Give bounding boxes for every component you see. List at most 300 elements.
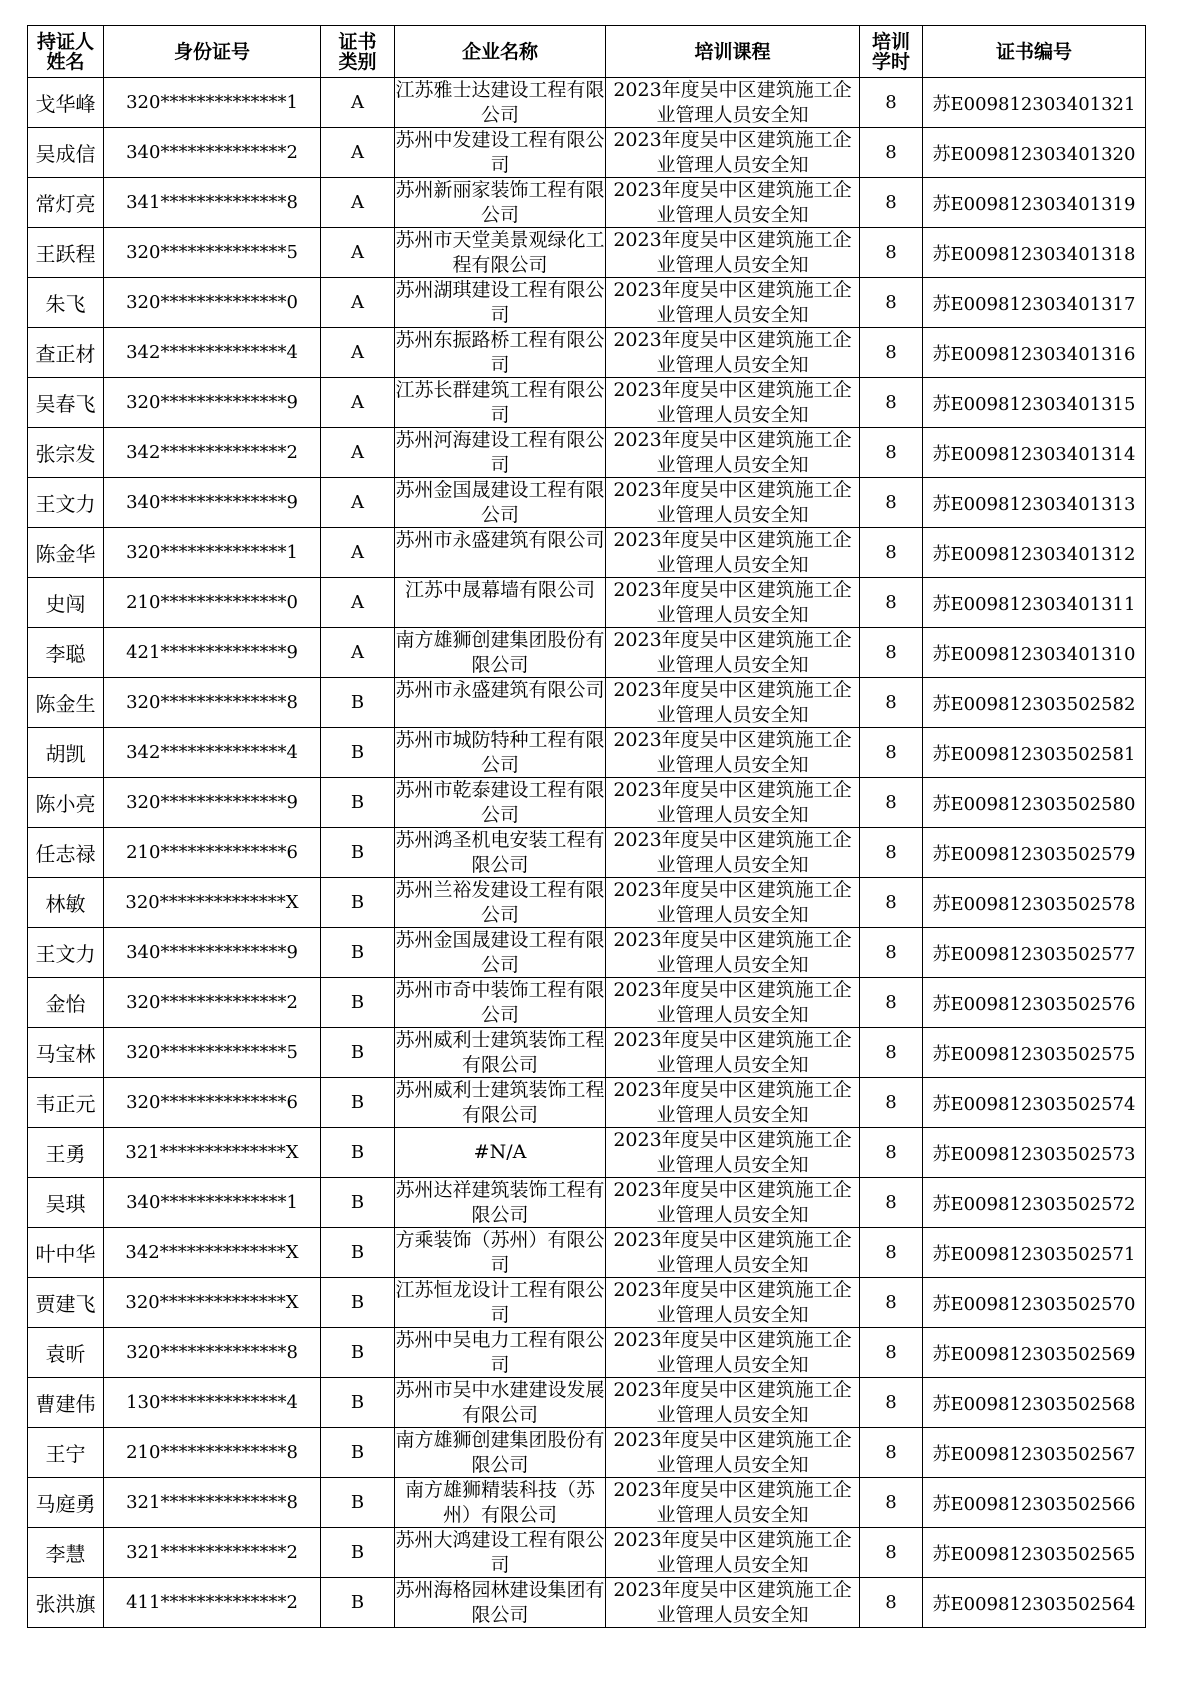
cell-course [606,828,860,878]
cell-course-text: 2023年度吴中区建筑施工企业管理人员安全知 [613,929,852,976]
cell-name: 陈金生 [28,678,104,728]
cell-course [606,978,860,1028]
cell-hours: 8 [860,1578,923,1628]
certificate-table [27,25,1146,1628]
cell-course [606,1078,860,1128]
cell-category: B [321,1478,395,1528]
cell-course-text: 2023年度吴中区建筑施工企业管理人员安全知 [613,1229,852,1276]
cell-course-text: 2023年度吴中区建筑施工企业管理人员安全知 [613,1329,852,1376]
cell-name: 金怡 [28,978,104,1028]
cell-category: B [321,678,395,728]
cell-company [395,678,606,728]
cell-category: B [321,1128,395,1178]
cell-hours: 8 [860,1478,923,1528]
header-id: 身份证号 [104,26,321,78]
cell-name: 张宗发 [28,428,104,478]
cell-id: 320**************5 [104,1028,321,1078]
cell-cert-no: 苏E009812303401311 [923,578,1146,628]
cell-id: 321**************8 [104,1478,321,1528]
cell-id: 320**************2 [104,978,321,1028]
cell-cert-no: 苏E009812303502565 [923,1528,1146,1578]
cell-company-text: 苏州市城防特种工程有限公司 [395,729,605,776]
cell-company-text: 苏州金国晟建设工程有限公司 [395,929,605,976]
cell-course [606,1228,860,1278]
cell-category: B [321,1328,395,1378]
cell-company [395,1328,606,1378]
cell-name: 戈华峰 [28,78,104,128]
cell-category: B [321,828,395,878]
cell-id: 320**************8 [104,1328,321,1378]
cell-category: B [321,1378,395,1428]
cell-id: 340**************2 [104,128,321,178]
table-row [28,1328,1146,1378]
cell-category: B [321,1228,395,1278]
cell-cert-no: 苏E009812303502571 [923,1228,1146,1278]
cell-name: 韦正元 [28,1078,104,1128]
cell-company [395,1428,606,1478]
cell-name: 吴琪 [28,1178,104,1228]
header-name [28,26,104,78]
cell-name: 常灯亮 [28,178,104,228]
cell-course-text: 2023年度吴中区建筑施工企业管理人员安全知 [613,1179,852,1226]
cell-id: 320**************9 [104,378,321,428]
cell-course [606,728,860,778]
cell-course-text: 2023年度吴中区建筑施工企业管理人员安全知 [613,79,852,126]
cell-course-text: 2023年度吴中区建筑施工企业管理人员安全知 [613,1029,852,1076]
cell-course [606,78,860,128]
cell-category: A [321,378,395,428]
cell-name: 林敏 [28,878,104,928]
cell-company [395,178,606,228]
cell-cert-no: 苏E009812303401314 [923,428,1146,478]
cell-cert-no: 苏E009812303401318 [923,228,1146,278]
table-row [28,228,1146,278]
cell-cert-no: 苏E009812303502579 [923,828,1146,878]
cell-course [606,178,860,228]
cell-hours: 8 [860,928,923,978]
cell-course-text: 2023年度吴中区建筑施工企业管理人员安全知 [613,1129,852,1176]
cell-company [395,928,606,978]
cell-course-text: 2023年度吴中区建筑施工企业管理人员安全知 [613,129,852,176]
cell-id: 320**************8 [104,678,321,728]
cell-hours: 8 [860,78,923,128]
cell-category: A [321,428,395,478]
cell-company [395,528,606,578]
cell-course [606,128,860,178]
cell-hours: 8 [860,1528,923,1578]
cell-category: B [321,978,395,1028]
cell-category: A [321,328,395,378]
header-category-text: 证书类别 [338,30,377,73]
cell-id: 411**************2 [104,1578,321,1628]
cell-company [395,1128,606,1178]
cell-id: 342**************4 [104,728,321,778]
cell-course [606,1578,860,1628]
cell-hours: 8 [860,1028,923,1078]
cell-cert-no: 苏E009812303502568 [923,1378,1146,1428]
cell-company-text: 苏州东振路桥工程有限公司 [395,329,605,376]
cell-name: 朱飞 [28,278,104,328]
cell-company-text: 苏州市天堂美景观绿化工程有限公司 [395,229,605,276]
cell-id: 320**************5 [104,228,321,278]
cell-course-text: 2023年度吴中区建筑施工企业管理人员安全知 [613,1579,852,1626]
table-row [28,178,1146,228]
cell-id: 340**************1 [104,1178,321,1228]
cell-id: 130**************4 [104,1378,321,1428]
cell-id: 342**************4 [104,328,321,378]
cell-cert-no: 苏E009812303502578 [923,878,1146,928]
cell-id: 341**************8 [104,178,321,228]
cell-hours: 8 [860,1428,923,1478]
cell-hours: 8 [860,478,923,528]
cell-name: 任志禄 [28,828,104,878]
cell-category: B [321,1528,395,1578]
cell-course [606,278,860,328]
cell-category: A [321,128,395,178]
cell-company [395,978,606,1028]
cell-company [395,1378,606,1428]
table-row [28,1228,1146,1278]
cell-company-text: 苏州新丽家装饰工程有限公司 [395,179,605,226]
cell-company-text: 江苏恒龙设计工程有限公司 [395,1279,605,1326]
cell-company-text: 苏州海格园林建设集团有限公司 [395,1579,605,1626]
cell-id: 320**************0 [104,278,321,328]
table-row [28,128,1146,178]
cell-hours: 8 [860,578,923,628]
table-row [28,1478,1146,1528]
header-company: 企业名称 [395,26,606,78]
cell-hours: 8 [860,228,923,278]
table-row [28,1428,1146,1478]
cell-course-text: 2023年度吴中区建筑施工企业管理人员安全知 [613,1279,852,1326]
table-row [28,778,1146,828]
cell-company [395,778,606,828]
cell-company [395,828,606,878]
cell-company [395,278,606,328]
cell-id: 321**************X [104,1128,321,1178]
cell-company-text: 苏州市吴中水建建设发展有限公司 [395,1379,605,1426]
cell-hours: 8 [860,128,923,178]
cell-id: 210**************6 [104,828,321,878]
cell-course-text: 2023年度吴中区建筑施工企业管理人员安全知 [613,879,852,926]
cell-cert-no: 苏E009812303502575 [923,1028,1146,1078]
cell-category: B [321,1428,395,1478]
cell-company [395,228,606,278]
cell-company-text: 苏州中吴电力工程有限公司 [395,1329,605,1376]
cell-company [395,628,606,678]
cell-hours: 8 [860,328,923,378]
table-row [28,628,1146,678]
cell-company [395,578,606,628]
header-row [28,26,1146,78]
cell-company [395,128,606,178]
cell-name: 李聪 [28,628,104,678]
cell-cert-no: 苏E009812303401315 [923,378,1146,428]
table-row [28,1028,1146,1078]
cell-category: A [321,228,395,278]
cell-category: A [321,478,395,528]
cell-id: 321**************2 [104,1528,321,1578]
cell-course [606,1528,860,1578]
cell-cert-no: 苏E009812303502569 [923,1328,1146,1378]
cell-id: 210**************8 [104,1428,321,1478]
cell-name: 马庭勇 [28,1478,104,1528]
cell-company [395,478,606,528]
cell-cert-no: 苏E009812303502564 [923,1578,1146,1628]
cell-company-text: 南方雄狮精装科技（苏州）有限公司 [404,1479,595,1526]
cell-company [395,428,606,478]
cell-name: 贾建飞 [28,1278,104,1328]
cell-category: A [321,578,395,628]
cell-company-text: 苏州市永盛建筑有限公司 [395,679,605,701]
header-cert-no: 证书编号 [923,26,1146,78]
cell-cert-no: 苏E009812303502566 [923,1478,1146,1528]
cell-hours: 8 [860,1328,923,1378]
table-row [28,1528,1146,1578]
cell-course-text: 2023年度吴中区建筑施工企业管理人员安全知 [613,779,852,826]
cell-course [606,328,860,378]
cell-name: 袁昕 [28,1328,104,1378]
cell-company-text: 苏州兰裕发建设工程有限公司 [395,879,605,926]
cell-cert-no: 苏E009812303502573 [923,1128,1146,1178]
cell-company [395,1078,606,1128]
cell-course [606,1378,860,1428]
cell-company-text: 苏州鸿圣机电安装工程有限公司 [395,829,605,876]
cell-name: 王勇 [28,1128,104,1178]
table-row [28,378,1146,428]
cell-cert-no: 苏E009812303502582 [923,678,1146,728]
cell-course-text: 2023年度吴中区建筑施工企业管理人员安全知 [613,729,852,776]
cell-cert-no: 苏E009812303502581 [923,728,1146,778]
cell-course-text: 2023年度吴中区建筑施工企业管理人员安全知 [613,829,852,876]
cell-course-text: 2023年度吴中区建筑施工企业管理人员安全知 [613,279,852,326]
table-row [28,928,1146,978]
cell-category: B [321,1178,395,1228]
cell-company-text: 苏州湖琪建设工程有限公司 [395,279,605,326]
cell-company [395,878,606,928]
table-row [28,528,1146,578]
cell-course-text: 2023年度吴中区建筑施工企业管理人员安全知 [613,429,852,476]
cell-course [606,1178,860,1228]
header-category [321,26,395,78]
header-name-text: 持证人姓名 [36,30,94,73]
cell-name: 史闯 [28,578,104,628]
cell-course [606,1128,860,1178]
cell-company [395,328,606,378]
cell-company [395,1028,606,1078]
cell-id: 320**************X [104,878,321,928]
cell-name: 吴成信 [28,128,104,178]
cell-course [606,528,860,578]
cell-course-text: 2023年度吴中区建筑施工企业管理人员安全知 [613,329,852,376]
cell-course-text: 2023年度吴中区建筑施工企业管理人员安全知 [613,179,852,226]
cell-name: 叶中华 [28,1228,104,1278]
cell-name: 吴春飞 [28,378,104,428]
header-hours-text: 培训学时 [871,30,910,73]
cell-cert-no: 苏E009812303401312 [923,528,1146,578]
cell-company [395,1178,606,1228]
cell-category: A [321,528,395,578]
cell-course [606,678,860,728]
cell-course-text: 2023年度吴中区建筑施工企业管理人员安全知 [613,379,852,426]
cell-course [606,228,860,278]
cell-course-text: 2023年度吴中区建筑施工企业管理人员安全知 [613,1379,852,1426]
cell-hours: 8 [860,1378,923,1428]
cell-course [606,478,860,528]
cell-course [606,428,860,478]
cell-hours: 8 [860,978,923,1028]
cell-id: 320**************1 [104,78,321,128]
cell-company [395,728,606,778]
cell-cert-no: 苏E009812303502580 [923,778,1146,828]
cell-hours: 8 [860,1178,923,1228]
cell-category: A [321,178,395,228]
cell-company-text: 苏州威利士建筑装饰工程有限公司 [395,1079,605,1126]
cell-hours: 8 [860,378,923,428]
cell-course [606,1328,860,1378]
cell-company-text: 苏州中发建设工程有限公司 [395,129,605,176]
cell-company-text: 南方雄狮创建集团股份有限公司 [395,629,605,676]
table-row [28,1178,1146,1228]
table-row [28,728,1146,778]
cell-course [606,1478,860,1528]
cell-company-text: 江苏长群建筑工程有限公司 [395,379,605,426]
cell-name: 王宁 [28,1428,104,1478]
cell-hours: 8 [860,178,923,228]
cell-company-text: 苏州市乾泰建设工程有限公司 [395,779,605,826]
cell-course [606,878,860,928]
cell-hours: 8 [860,528,923,578]
cell-course-text: 2023年度吴中区建筑施工企业管理人员安全知 [613,529,852,576]
cell-company [395,1528,606,1578]
table-row [28,328,1146,378]
cell-company-text: 苏州河海建设工程有限公司 [395,429,605,476]
cell-course [606,1428,860,1478]
cell-hours: 8 [860,1228,923,1278]
header-hours [860,26,923,78]
table-row [28,478,1146,528]
table-row [28,678,1146,728]
certificate-table-sheet [27,25,1146,1628]
cell-name: 王文力 [28,928,104,978]
cell-company [395,1228,606,1278]
cell-id: 210**************0 [104,578,321,628]
table-row [28,1128,1146,1178]
cell-course-text: 2023年度吴中区建筑施工企业管理人员安全知 [613,979,852,1026]
table-row [28,1378,1146,1428]
cell-cert-no: 苏E009812303401316 [923,328,1146,378]
cell-course-text: 2023年度吴中区建筑施工企业管理人员安全知 [613,479,852,526]
cell-category: A [321,78,395,128]
cell-hours: 8 [860,428,923,478]
cell-course [606,778,860,828]
table-row [28,878,1146,928]
cell-hours: 8 [860,628,923,678]
cell-company-text: 江苏雅士达建设工程有限公司 [395,79,605,126]
cell-company-text: 方乘装饰（苏州）有限公司 [395,1229,605,1276]
cell-course-text: 2023年度吴中区建筑施工企业管理人员安全知 [613,1429,852,1476]
cell-cert-no: 苏E009812303401310 [923,628,1146,678]
cell-hours: 8 [860,1278,923,1328]
cell-cert-no: 苏E009812303401320 [923,128,1146,178]
table-row [28,1278,1146,1328]
cell-name: 王跃程 [28,228,104,278]
cell-cert-no: 苏E009812303502567 [923,1428,1146,1478]
cell-id: 342**************2 [104,428,321,478]
table-row [28,278,1146,328]
cell-course-text: 2023年度吴中区建筑施工企业管理人员安全知 [613,229,852,276]
table-row [28,428,1146,478]
cell-course [606,1028,860,1078]
cell-hours: 8 [860,878,923,928]
cell-name: 李慧 [28,1528,104,1578]
cell-cert-no: 苏E009812303502576 [923,978,1146,1028]
cell-name: 王文力 [28,478,104,528]
table-row [28,828,1146,878]
cell-course [606,628,860,678]
cell-hours: 8 [860,1128,923,1178]
cell-id: 320**************1 [104,528,321,578]
cell-course [606,1278,860,1328]
cell-name: 马宝林 [28,1028,104,1078]
cell-cert-no: 苏E009812303401317 [923,278,1146,328]
table-row [28,978,1146,1028]
cell-category: A [321,278,395,328]
cell-company [395,1478,606,1528]
cell-company [395,1278,606,1328]
cell-hours: 8 [860,728,923,778]
cell-hours: 8 [860,1078,923,1128]
table-body [28,78,1146,1628]
cell-course [606,928,860,978]
cell-id: 421**************9 [104,628,321,678]
header-course: 培训课程 [606,26,860,78]
cell-course-text: 2023年度吴中区建筑施工企业管理人员安全知 [613,579,852,626]
cell-cert-no: 苏E009812303401313 [923,478,1146,528]
cell-name: 查正材 [28,328,104,378]
cell-hours: 8 [860,828,923,878]
cell-cert-no: 苏E009812303502572 [923,1178,1146,1228]
cell-company-text: 江苏中晟幕墙有限公司 [404,579,595,601]
cell-course-text: 2023年度吴中区建筑施工企业管理人员安全知 [613,1479,852,1526]
cell-hours: 8 [860,278,923,328]
cell-name: 陈金华 [28,528,104,578]
cell-category: B [321,878,395,928]
cell-category: B [321,728,395,778]
cell-cert-no: 苏E009812303502570 [923,1278,1146,1328]
cell-name: 胡凯 [28,728,104,778]
cell-company-text: 苏州市奇中装饰工程有限公司 [395,979,605,1026]
cell-company-text: 苏州大鸿建设工程有限公司 [395,1529,605,1576]
cell-category: B [321,1578,395,1628]
cell-category: B [321,1028,395,1078]
cell-id: 340**************9 [104,928,321,978]
table-row [28,1078,1146,1128]
table-row [28,1578,1146,1628]
cell-course-text: 2023年度吴中区建筑施工企业管理人员安全知 [613,1529,852,1576]
cell-id: 320**************9 [104,778,321,828]
table-row [28,578,1146,628]
cell-course [606,578,860,628]
cell-company-text: 苏州市永盛建筑有限公司 [395,529,605,551]
cell-category: B [321,1078,395,1128]
cell-company-text: 苏州金国晟建设工程有限公司 [395,479,605,526]
cell-category: A [321,628,395,678]
cell-course-text: 2023年度吴中区建筑施工企业管理人员安全知 [613,629,852,676]
cell-course-text: 2023年度吴中区建筑施工企业管理人员安全知 [613,679,852,726]
cell-course [606,378,860,428]
cell-category: B [321,1278,395,1328]
